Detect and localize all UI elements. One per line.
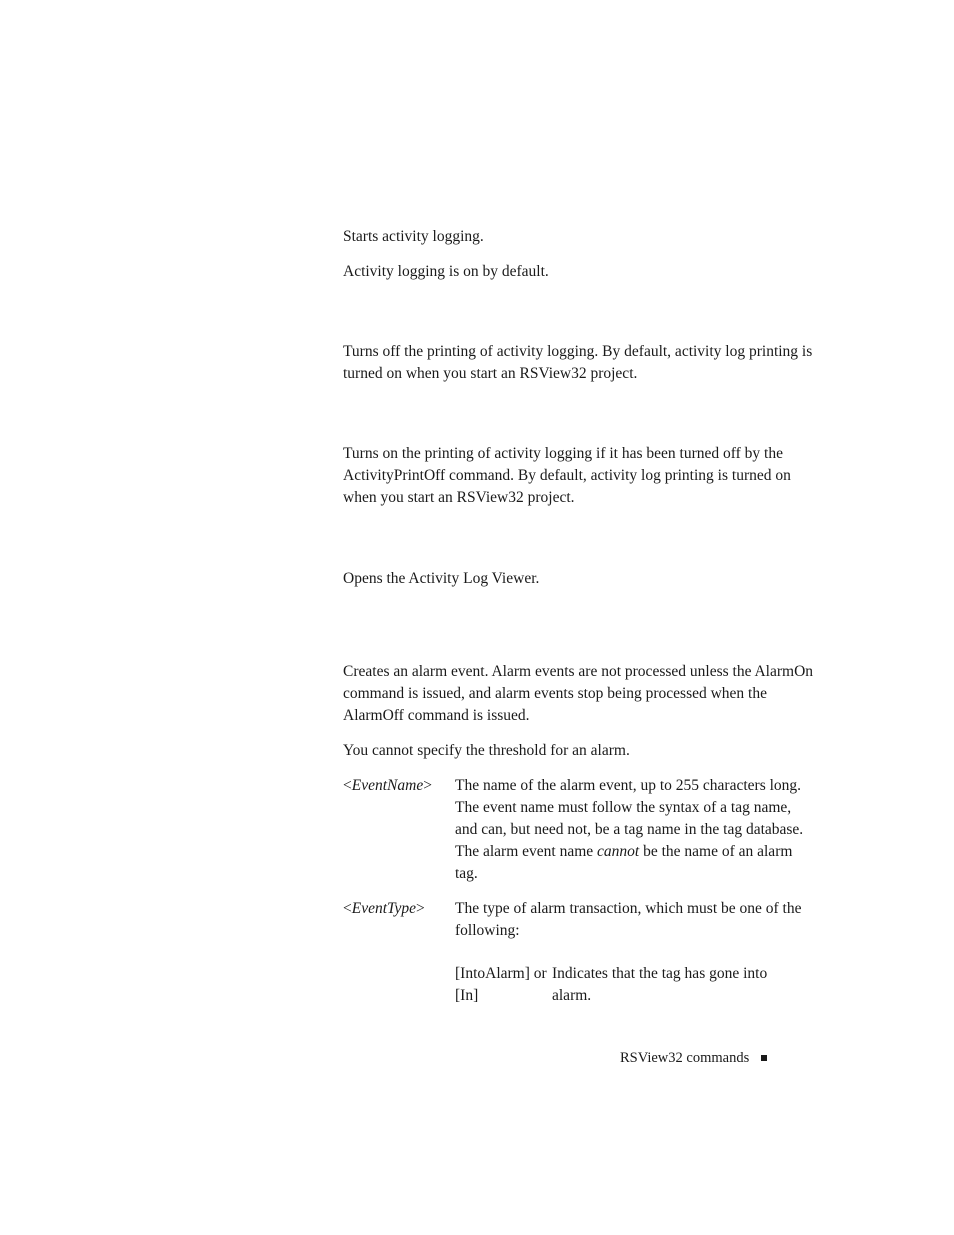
page-footer <box>620 1047 767 1069</box>
footer-square-icon <box>761 1055 767 1061</box>
alarm-event-description: Creates an alarm event. Alarm events are not processed unless the AlarmOn command is issued, and alarm events stop being processed when the AlarmOff command is issued. <box>343 663 814 724</box>
param-term-eventtype: <EventType> <box>343 900 425 917</box>
activity-print-on-description: Turns on the printing of activity logging if it has been turned off by the ActivityPrintOff command. By default, activity log printing is turned on when you start an RSView32 project. <box>343 445 791 506</box>
alarm-event-threshold-note: You cannot specify the threshold for an alarm. <box>343 742 630 759</box>
activity-on-description: Starts activity logging. <box>343 228 484 245</box>
footer-chapter-title: RSView32 commands <box>620 1050 750 1066</box>
activity-on-default-note: Activity logging is on by default. <box>343 263 549 280</box>
activity-viewer-description: Opens the Activity Log Viewer. <box>343 570 540 587</box>
param-term-eventname: <EventName> <box>343 777 432 794</box>
activity-print-off-description: Turns off the printing of activity logging. By default, activity log printing is turned on when you start an RSView32 project. <box>343 343 813 382</box>
event-type-term-intoalarm: [IntoAlarm] or [In] <box>455 965 547 1004</box>
param-desc-eventname: The name of the alarm event, up to 255 characters long. The event name must follow the syntax of a tag name, and can, but need not, be a tag name in the tag database. The alarm event name cannot be the name of an alarm tag. <box>455 777 804 882</box>
param-desc-eventtype: The type of alarm transaction, which must be one of the following: <box>455 900 802 939</box>
event-type-desc-intoalarm: Indicates that the tag has gone into alarm. <box>552 965 768 1004</box>
